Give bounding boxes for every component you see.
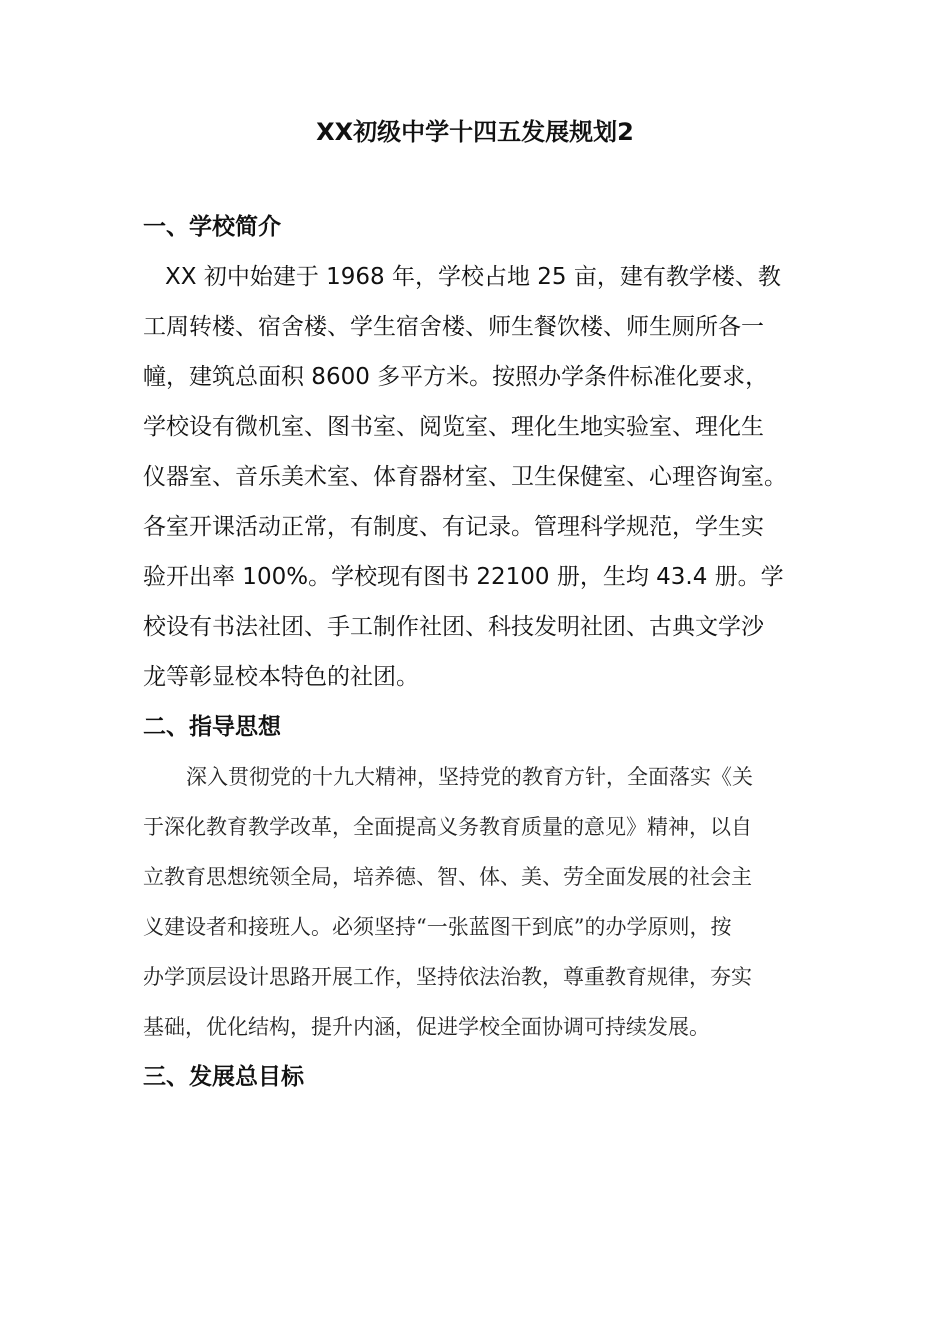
document-title: XX初级中学十四五发展规划2 bbox=[316, 118, 634, 146]
paragraph-line: 基础，优化结构，提升内涵，促进学校全面协调可持续发展。 bbox=[143, 1015, 710, 1039]
paragraph-line: 深入贯彻党的十九大精神，坚持党的教育方针，全面落实《关 bbox=[186, 765, 753, 789]
paragraph-line: XX 初中始建于 1968 年，学校占地 25 亩，建有教学楼、教 bbox=[165, 264, 781, 290]
paragraph-line: 各室开课活动正常，有制度、有记录。管理科学规范，学生实 bbox=[143, 514, 764, 540]
paragraph-line: 验开出率 100%。学校现有图书 22100 册，生均 43.4 册。学 bbox=[143, 564, 784, 590]
section-heading-guiding-ideology: 二、指导思想 bbox=[143, 714, 281, 740]
paragraph-line: 校设有书法社团、手工制作社团、科技发明社团、古典文学沙 bbox=[143, 614, 764, 640]
paragraph-line: 办学顶层设计思路开展工作，坚持依法治教，尊重教育规律，夯实 bbox=[143, 965, 752, 989]
section-heading-school-intro: 一、学校简介 bbox=[143, 214, 281, 240]
paragraph-line: 立教育思想统领全局，培养德、智、体、美、劳全面发展的社会主 bbox=[143, 865, 752, 889]
paragraph-line: 于深化教育教学改革，全面提高义务教育质量的意见》精神，以自 bbox=[143, 815, 752, 839]
paragraph-line: 仪器室、音乐美术室、体育器材室、卫生保健室、心理咨询室。 bbox=[143, 464, 787, 490]
paragraph-line: 义建设者和接班人。必须坚持“一张蓝图干到底”的办学原则，按 bbox=[143, 915, 732, 939]
section-heading-overall-goals: 三、发展总目标 bbox=[143, 1064, 304, 1090]
paragraph-line: 学校设有微机室、图书室、阅览室、理化生地实验室、理化生 bbox=[143, 414, 764, 440]
paragraph-line: 幢，建筑总面积 8600 多平方米。按照办学条件标准化要求， bbox=[143, 364, 769, 390]
paragraph-line: 工周转楼、宿舍楼、学生宿舍楼、师生餐饮楼、师生厕所各一 bbox=[143, 314, 764, 340]
paragraph-line: 龙等彰显校本特色的社团。 bbox=[143, 664, 419, 690]
